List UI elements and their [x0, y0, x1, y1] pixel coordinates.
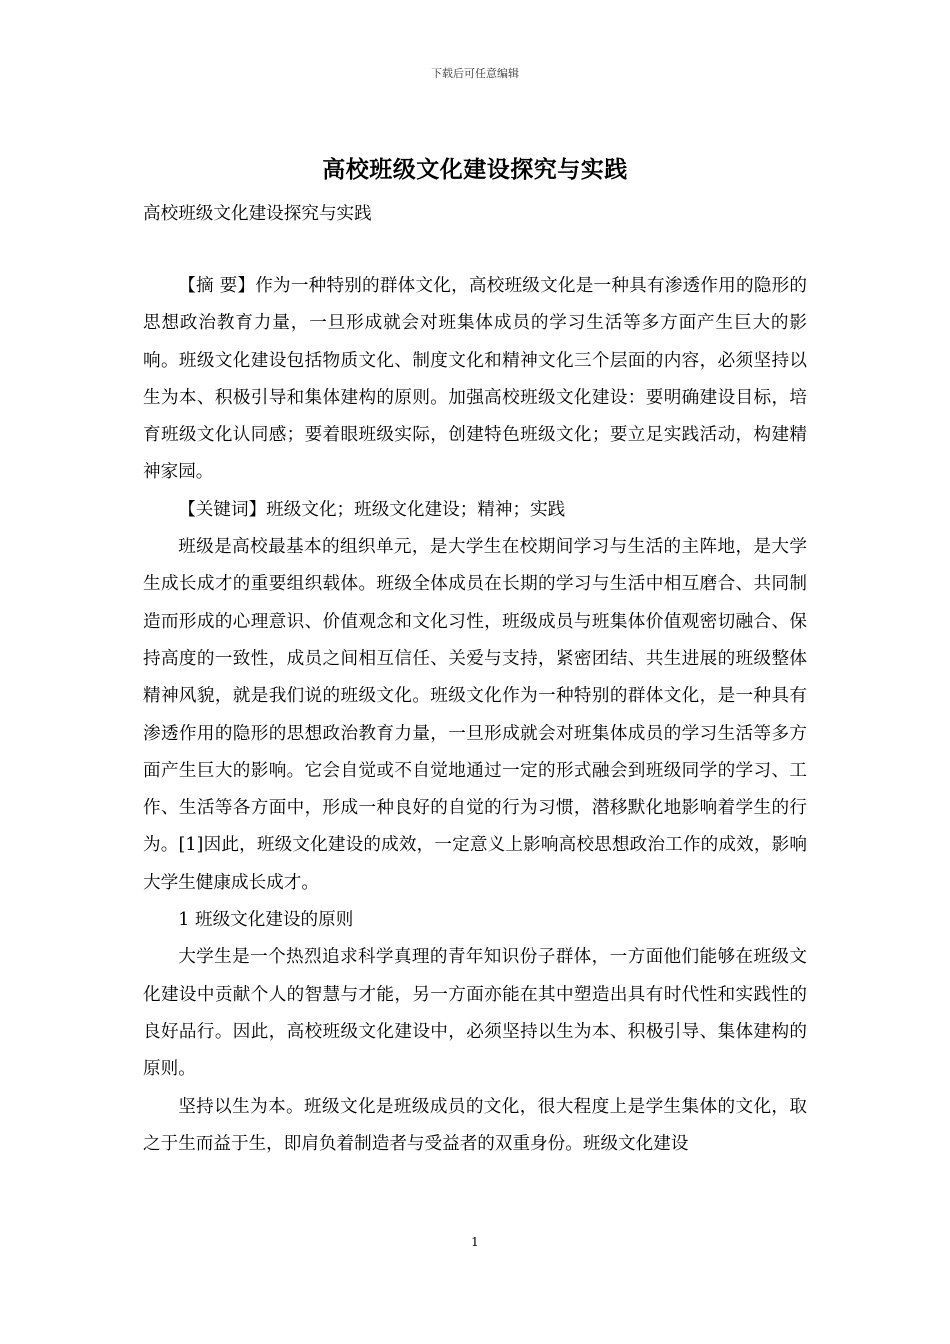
- document-title: 高校班级文化建设探究与实践: [322, 156, 628, 183]
- intro-paragraph: 班级是高校最基本的组织单元，是大学生在校期间学习与生活的主阵地，是大学生成长成才的重要组织载体。班级全体成员在长期的学习与生活中相互磨合、共同制造而形成的心理意识、价值观念和文化习性，班级成员与班集体价值观密切融合、保持高度的一致性，成员之间相互信任、关爱与支持，紧密团结、共生进展的班级整体精神风貌，就是我们说的班级文化。班级文化作为一种特别的群体文化，是一种具有渗透作用的隐形的思想政治教育力量，一旦形成就会对班集体成员的学习生活等多方面产生巨大的影响。它会自觉或不自觉地通过一定的形式融会到班级同学的学习、工作、生活等各方面中，形成一种良好的自觉的行为习惯，潜移默化地影响着学生的行为。[1]因此，班级文化建设的成效，一定意义上影响高校思想政治工作的成效，影响大学生健康成长成才。: [143, 537, 807, 893]
- abstract-paragraph: 【摘 要】作为一种特别的群体文化，高校班级文化是一种具有渗透作用的隐形的思想政治教育力量，一旦形成就会对班集体成员的学习生活等多方面产生巨大的影响。班级文化建设包括物质文化、制度文化和精神文化三个层面的内容，必须坚持以生为本、积极引导和集体建构的原则。加强高校班级文化建设：要明确建设目标，培育班级文化认同感；要着眼班级实际，创建特色班级文化；要立足实践活动，构建精神家园。: [143, 276, 807, 483]
- section-heading: 1 班级文化建设的原则: [178, 910, 354, 931]
- page-header: 下载后可任意编辑: [431, 67, 519, 80]
- body-paragraph: 坚持以生为本。班级文化是班级成员的文化，很大程度上是学生集体的文化，取之于生而益于生，即肩负着制造者与受益者的双重身份。班级文化建设: [143, 1096, 807, 1154]
- keywords-paragraph: 【关键词】班级文化；班级文化建设；精神；实践: [178, 499, 566, 520]
- document-subtitle: 高校班级文化建设探究与实践: [143, 204, 372, 224]
- body-paragraph: 大学生是一个热烈追求科学真理的青年知识份子群体，一方面他们能够在班级文化建设中贡献个人的智慧与才能，另一方面亦能在其中塑造出具有时代性和实践性的良好品行。因此，高校班级文化建设中，必须坚持以生为本、积极引导、集体建构的原则。: [143, 947, 807, 1080]
- document-body: [143, 268, 807, 1163]
- page-number: 1: [471, 1235, 479, 1249]
